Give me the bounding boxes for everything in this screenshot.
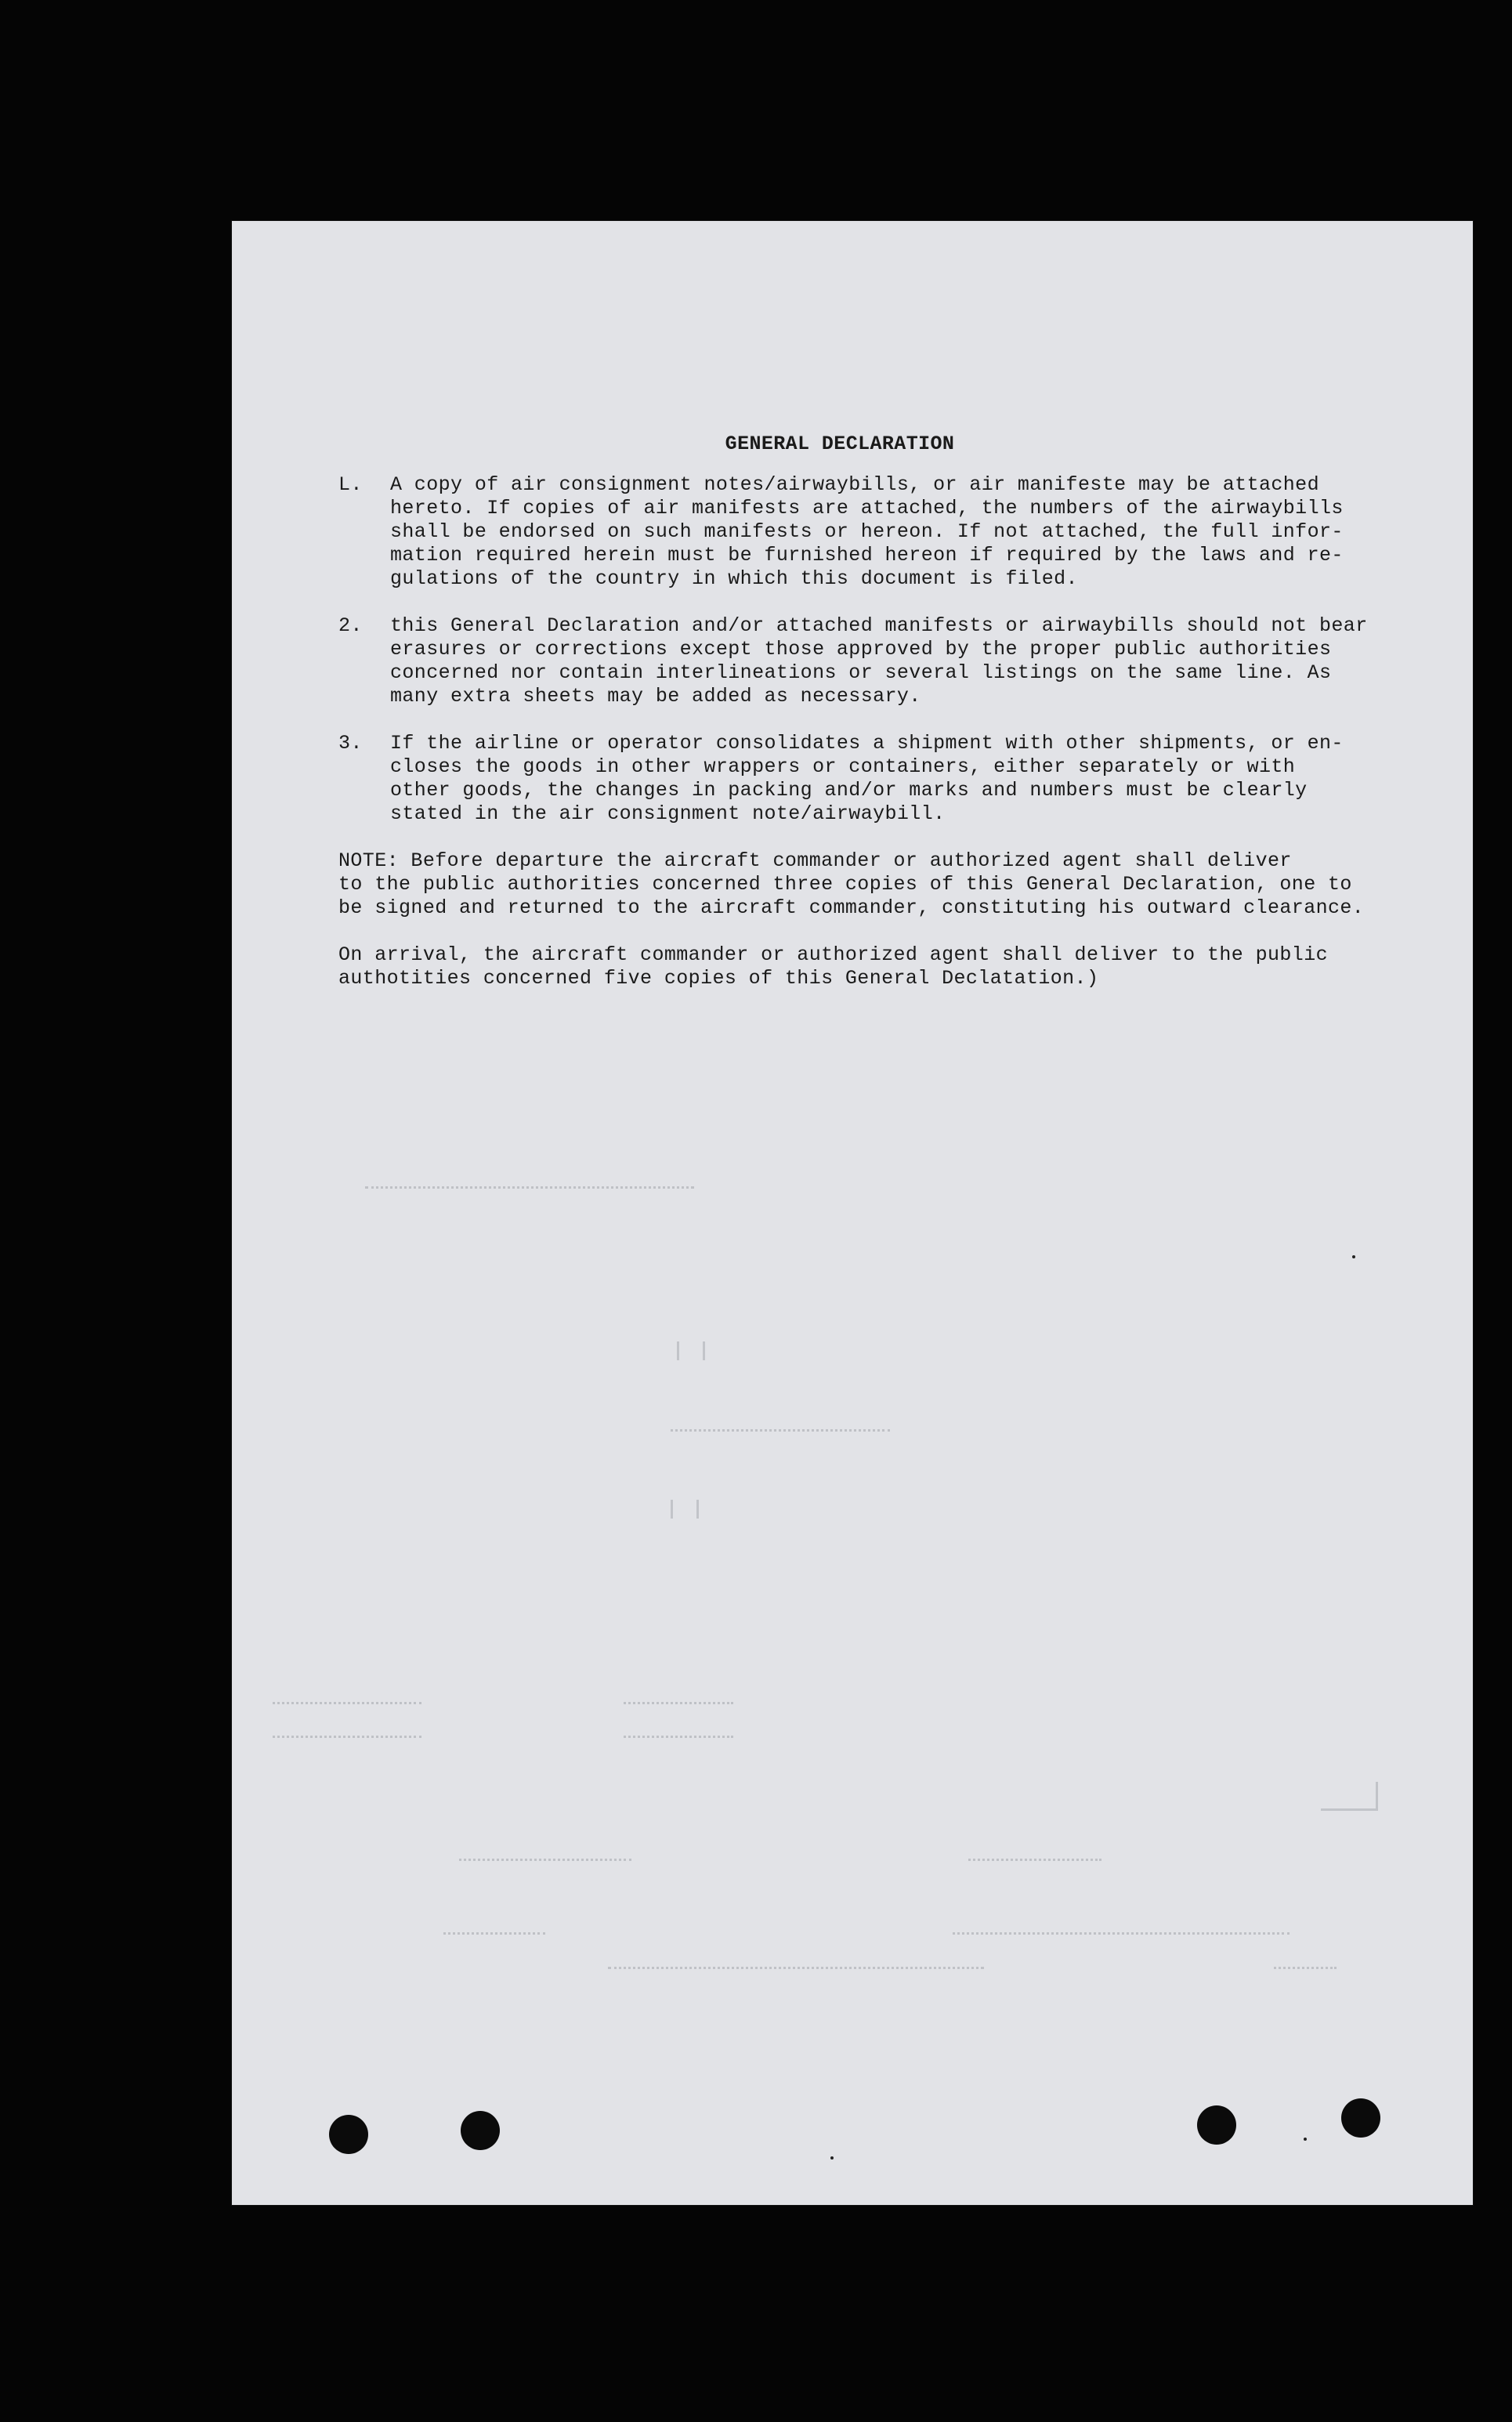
speck bbox=[830, 2156, 834, 2160]
bleed-through-mark bbox=[968, 1851, 1101, 1861]
bleed-through-mark bbox=[459, 1851, 631, 1861]
list-item bbox=[338, 614, 1420, 708]
bleed-through-mark bbox=[365, 1175, 694, 1189]
item-number: 2. bbox=[338, 614, 363, 637]
bleed-through-mark bbox=[273, 1702, 421, 1738]
list-item bbox=[338, 473, 1420, 591]
punch-hole bbox=[461, 2111, 500, 2150]
document-page bbox=[232, 221, 1473, 2205]
punch-hole bbox=[329, 2115, 368, 2154]
item-number: 3. bbox=[338, 732, 363, 755]
bleed-through-mark bbox=[671, 1500, 699, 1519]
note-paragraph: NOTE: Before departure the aircraft commander or authorized agent shall deliver to the public authorities concerned three copies of this General Declaration, one to be signed and returned to the aircraft commander, constituting his outward clearance. bbox=[338, 849, 1365, 919]
bleed-through-mark bbox=[1321, 1782, 1378, 1811]
item-number: L. bbox=[338, 473, 363, 496]
declaration-text bbox=[338, 433, 1420, 1014]
bleed-through-mark bbox=[624, 1702, 733, 1738]
bleed-through-mark bbox=[1274, 1959, 1337, 1969]
punch-hole bbox=[1341, 2098, 1380, 2138]
list-item bbox=[338, 732, 1420, 826]
bleed-through-mark bbox=[608, 1959, 984, 1969]
bleed-through-mark bbox=[443, 1924, 545, 1935]
page-title: GENERAL DECLARATION bbox=[725, 433, 955, 455]
arrival-paragraph: On arrival, the aircraft commander or authorized agent shall deliver to the public authotities concerned five copies of this General Declatation.) bbox=[338, 943, 1328, 990]
speck bbox=[1352, 1255, 1355, 1258]
bleed-through-mark bbox=[953, 1924, 1290, 1935]
item-text: If the airline or operator consolidates a shipment with other shipments, or en- closes the goods in other wrappers or containers, either separately or with other goods, the changes in packing and/or marks and numbers must be clearly stated in the air consignment note/airwaybill. bbox=[390, 732, 1344, 825]
item-text: this General Declaration and/or attached manifests or airwaybills should not bear erasures or corrections except those approved by the proper public authorities concerned nor contain interlineations or several listings on the same line. As many extra sheets may be added as necessary. bbox=[390, 614, 1368, 708]
bleed-through-mark bbox=[677, 1341, 705, 1360]
speck bbox=[1304, 2138, 1307, 2141]
item-text: A copy of air consignment notes/airwaybills, or air manifeste may be attached hereto. If copies of air manifests are attached, the numbers of the airwaybills shall be endorsed on such manifests or hereon. If not attached, the full infor- mation required herein must be furnished hereon if required by the laws and re- gulations of the country in which this document is filed. bbox=[390, 473, 1344, 590]
bleed-through-mark bbox=[671, 1420, 890, 1432]
punch-hole bbox=[1197, 2105, 1236, 2145]
